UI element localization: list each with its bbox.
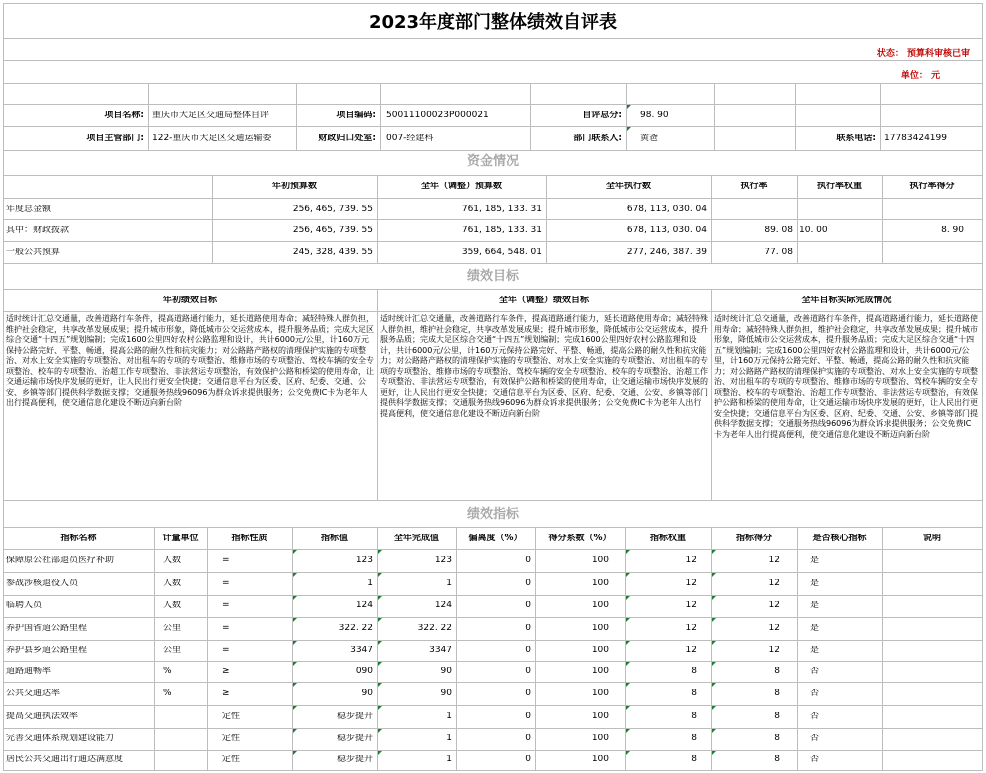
ind-score: 8 [774,689,780,698]
funds-header-rate: 执行率 [740,182,768,191]
ind-header-name: 指标名称 [60,534,97,543]
ind-nature: = [222,601,230,610]
funds-header-score: 执行率得分 [909,182,955,191]
ind-target: 1 [367,579,373,588]
ind-actual: 1 [446,734,452,743]
ind-name: 临聘人员 [6,601,43,610]
goal-text-adjusted: 适时统计汇总交通量，改善道路行车条件，提高道路通行能力，延长道路使用寿命；减轻特殊人群负担，维护社会稳定，共享改革发展成果；提升城市形象，降低城市公交运营成本，提升服务品质；完成大足区综合交通“十四五”规划编制；完成1600公里四好农村公路监理和设计，共计6000元/公里，计160万元保持公路完好、平整、畅通，提高公路的耐久性和抗灾能力；对公路路产路权的清理保护实施的专项整治、对水上安全实施的专项整治、对出租车的专项的专项整治、维修市场的专项整治、驾校车辆的安全专项整治、校车的专项整治、治超工作专项整治、非法营运专项整治，有效保护公路和桥梁的使用寿命，让交通运输市场快序发展的更好，让人民出行更安全快捷；交通信息平台为区委、区府、纪委、交通、公安、乡镇等部门提供科学数据支撑；交通服务热线96096为群众诉求提供服务；公交免费IC卡为老年人出行提高便利，使交通信息化建设不断迈向新台阶 [380,314,708,418]
ind-name: 公共交通达率 [6,689,61,698]
ind-header-deviation: 偏离度（%） [468,534,523,543]
ind-deviation: 0 [525,646,531,655]
goal-text-initial: 适时统计汇总交通量，改善道路行车条件，提高道路通行能力，延长道路使用寿命；减轻特殊人群负担，维护社会稳定，共享改革发展成果；提升城市形象，降低城市公交运营成本，提升服务品质；完成大足区综合交通“十四五”规划编制；完成1600公里四好农村公路监理和设计，共计6000元/公里，计160万元保持公路完好、平整、畅通，提高公路的耐久性和抗灾能力；对公路路产路权的清理保护实施的专项整治、对水上安全实施的专项整治、对出租车的专项的专项整治、维修市场的专项整治、驾校车辆的安全专项整治、校车的专项整治、治超工作专项整治、非法营运专项整治，有效保护公路和桥梁的使用寿命，让交通运输市场快序发展的更好，让人民出行更安全快捷；交通信息平台为区委、区府、纪委、交通、公安、乡镇等部门提供科学数据支撑；交通服务热线96096为群众诉求提供服务；公交免费IC卡为老年人出行提高便利，使交通信息化建设不断迈向新台阶 [6,314,374,407]
ind-coef: 100 [591,624,609,633]
funds-header-executed: 全年执行数 [605,182,651,191]
ind-actual: 1 [446,712,452,721]
ind-header-coef: 得分系数（%） [548,534,612,543]
ind-core: 是 [810,646,820,655]
funds-header-adjusted: 全年（调整）预算数 [420,182,502,191]
ind-target: 稳步提升 [336,712,373,721]
finance-office-value: 007-经建科 [386,134,434,143]
ind-target: 090 [355,667,373,676]
ind-deviation: 0 [525,556,531,565]
ind-name: 参战涉核退役人员 [6,579,79,588]
ind-score: 12 [768,601,780,610]
ind-nature: = [222,579,230,588]
goal-header-initial: 年初绩效目标 [162,296,217,305]
ind-actual: 1 [446,755,452,764]
ind-nature: 定性 [222,755,241,764]
ind-nature: ≥ [222,689,230,698]
ind-deviation: 0 [525,734,531,743]
dept-label: 项目主管部门: [86,134,144,143]
ind-name: 提高交通执法效率 [6,712,79,721]
ind-core: 是 [810,601,820,610]
ind-core: 否 [810,667,820,676]
ind-header-target: 指标值 [320,534,348,543]
ind-score: 12 [768,646,780,655]
ind-actual: 1 [446,579,452,588]
ind-unit: 公里 [163,646,182,655]
funds-executed: 277, 246, 387. 39 [626,248,707,257]
ind-coef: 100 [591,556,609,565]
ind-coef: 100 [591,667,609,676]
ind-core: 是 [810,579,820,588]
ind-target: 稳步提升 [336,734,373,743]
indicators-section-title: 绩效指标 [466,507,519,522]
ind-header-score: 指标得分 [735,534,772,543]
ind-core: 否 [810,755,820,764]
ind-target: 123 [355,556,373,565]
ind-nature: = [222,646,230,655]
contact-value: 黄爸 [640,134,659,143]
project-name-label: 项目名称: [104,111,144,120]
ind-core: 否 [810,712,820,721]
ind-coef: 100 [591,755,609,764]
ind-weight: 12 [685,579,697,588]
ind-actual: 90 [440,667,452,676]
funds-adjusted: 359, 664, 548. 01 [461,248,542,257]
ind-coef: 100 [591,646,609,655]
ind-weight: 8 [691,689,697,698]
funds-header-initial: 年初预算数 [271,182,317,191]
ind-target: 90 [361,689,373,698]
ind-coef: 100 [591,689,609,698]
funds-row-label: 其中：财政拨款 [6,226,70,235]
ind-weight: 12 [685,556,697,565]
ind-deviation: 0 [525,755,531,764]
funds-executed: 678, 113, 030. 04 [626,226,707,235]
ind-actual: 123 [434,556,452,565]
ind-score: 12 [768,624,780,633]
ind-core: 否 [810,689,820,698]
ind-nature: ≥ [222,667,230,676]
ind-header-weight: 指标权重 [649,534,686,543]
ind-name: 保障原公社部退员医疗补助 [6,556,115,565]
goal-header-adjusted: 全年（调整）绩效目标 [498,296,589,305]
ind-coef: 100 [591,579,609,588]
ind-core: 是 [810,556,820,565]
ind-weight: 12 [685,646,697,655]
funds-initial: 256, 465, 739. 55 [292,205,373,214]
ind-deviation: 0 [525,667,531,676]
phone-label: 联系电话: [836,134,876,143]
funds-executed: 678, 113, 030. 04 [626,205,707,214]
funds-initial: 245, 328, 439. 55 [292,248,373,257]
ind-score: 12 [768,579,780,588]
ind-actual: 90 [440,689,452,698]
contact-label: 部门联系人: [573,134,622,143]
project-name-value: 重庆市大足区交通局整体自评 [152,111,270,120]
funds-header-weight: 执行率权重 [816,182,862,191]
finance-office-label: 财政归口处室: [318,134,376,143]
phone-value: 17783424199 [884,134,947,143]
ind-deviation: 0 [525,579,531,588]
ind-unit: 公里 [163,624,182,633]
page-title: 2023年度部门整体绩效自评表 [368,12,618,33]
ind-score: 12 [768,556,780,565]
ind-nature: 定性 [222,734,241,743]
ind-nature: = [222,624,230,633]
ind-target: 322. 22 [338,624,373,633]
ind-name: 居民公共交通出行通达满意度 [6,755,124,764]
ind-header-actual: 全年完成值 [393,534,439,543]
self-score-value: 98. 90 [640,111,669,120]
ind-unit: 人数 [163,579,182,588]
funds-weight: 10. 00 [799,226,828,235]
funds-adjusted: 761, 185, 133. 31 [461,226,542,235]
ind-weight: 8 [691,712,697,721]
ind-header-nature: 指标性质 [231,534,268,543]
ind-score: 8 [774,734,780,743]
ind-unit: % [163,689,172,698]
ind-target: 124 [355,601,373,610]
ind-name: 养护县乡道公路里程 [6,646,88,655]
ind-weight: 8 [691,755,697,764]
status-label: 状态： 预算科审核已审 [876,49,970,59]
ind-target: 稳步提升 [336,755,373,764]
funds-adjusted: 761, 185, 133. 31 [461,205,542,214]
funds-rate: 77. 08 [764,248,793,257]
ind-score: 8 [774,712,780,721]
self-score-label: 自评总分: [582,111,622,120]
ind-unit: % [163,667,172,676]
ind-score: 8 [774,667,780,676]
ind-actual: 124 [434,601,452,610]
ind-header-unit: 计量单位 [162,534,199,543]
ind-unit: 人数 [163,556,182,565]
funds-section-title: 资金情况 [466,154,519,169]
unit-label: 单位： 元 [900,71,940,81]
project-code-label: 项目编码: [336,111,376,120]
ind-core: 是 [810,624,820,633]
ind-score: 8 [774,755,780,764]
ind-deviation: 0 [525,624,531,633]
ind-name: 道路通畅率 [6,667,52,676]
ind-unit: 人数 [163,601,182,610]
goal-text-actual: 适时统计汇总交通量，改善道路行车条件，提高道路通行能力，延长道路使用寿命；减轻特殊人群负担，维护社会稳定，共享改革发展成果；提升城市形象，降低城市公交运营成本，提升服务品质；完成大足区综合交通“十四五”规划编制；完成1600公里四好农村公路监理和设计，共计6000元/公里，计160万元保持公路完好、平整、畅通，提高公路的耐久性和抗灾能力；对公路路产路权的清理保护实施的专项整治、对水上安全实施的专项整治、对出租车的专项的专项整治、维修市场的专项整治、驾校车辆的安全专项整治、校车的专项整治、治超工作专项整治、非法营运专项整治，有效保护公路和桥梁的使用寿命，让交通运输市场快序发展的更好，让人民出行更安全快捷；交通信息平台为区委、区府、纪委、交通、公安、乡镇等部门提供科学数据支撑；交通服务热线96096为群众诉求提供服务；公交免费IC卡为老年人出行提高便利，使交通信息化建设不断迈向新台阶 [714,314,978,439]
funds-score: 8. 90 [941,226,964,235]
ind-header-core: 是否核心指标 [812,534,867,543]
project-code-value: 50011100023P000021 [386,111,489,120]
ind-deviation: 0 [525,601,531,610]
ind-weight: 12 [685,601,697,610]
ind-coef: 100 [591,712,609,721]
ind-core: 否 [810,734,820,743]
ind-weight: 8 [691,734,697,743]
ind-coef: 100 [591,734,609,743]
ind-target: 3347 [350,646,373,655]
goal-header-actual: 全年目标实际完成情况 [801,296,892,305]
ind-weight: 12 [685,624,697,633]
ind-header-note: 说明 [922,534,941,543]
funds-row-label: 一般公共预算 [6,248,61,257]
ind-name: 完善交通体系规划建设能力 [6,734,115,743]
goals-section-title: 绩效目标 [466,269,519,284]
ind-coef: 100 [591,601,609,610]
ind-actual: 3347 [429,646,452,655]
funds-rate: 89. 08 [764,226,793,235]
dept-value: 122-重庆市大足区交通运输委 [152,134,272,143]
ind-deviation: 0 [525,712,531,721]
ind-weight: 8 [691,667,697,676]
ind-name: 养护国省道公路里程 [6,624,88,633]
funds-initial: 256, 465, 739. 55 [292,226,373,235]
ind-nature: = [222,556,230,565]
ind-actual: 322. 22 [417,624,452,633]
ind-nature: 定性 [222,712,241,721]
funds-row-label: 年度总金额 [6,205,52,214]
ind-deviation: 0 [525,689,531,698]
